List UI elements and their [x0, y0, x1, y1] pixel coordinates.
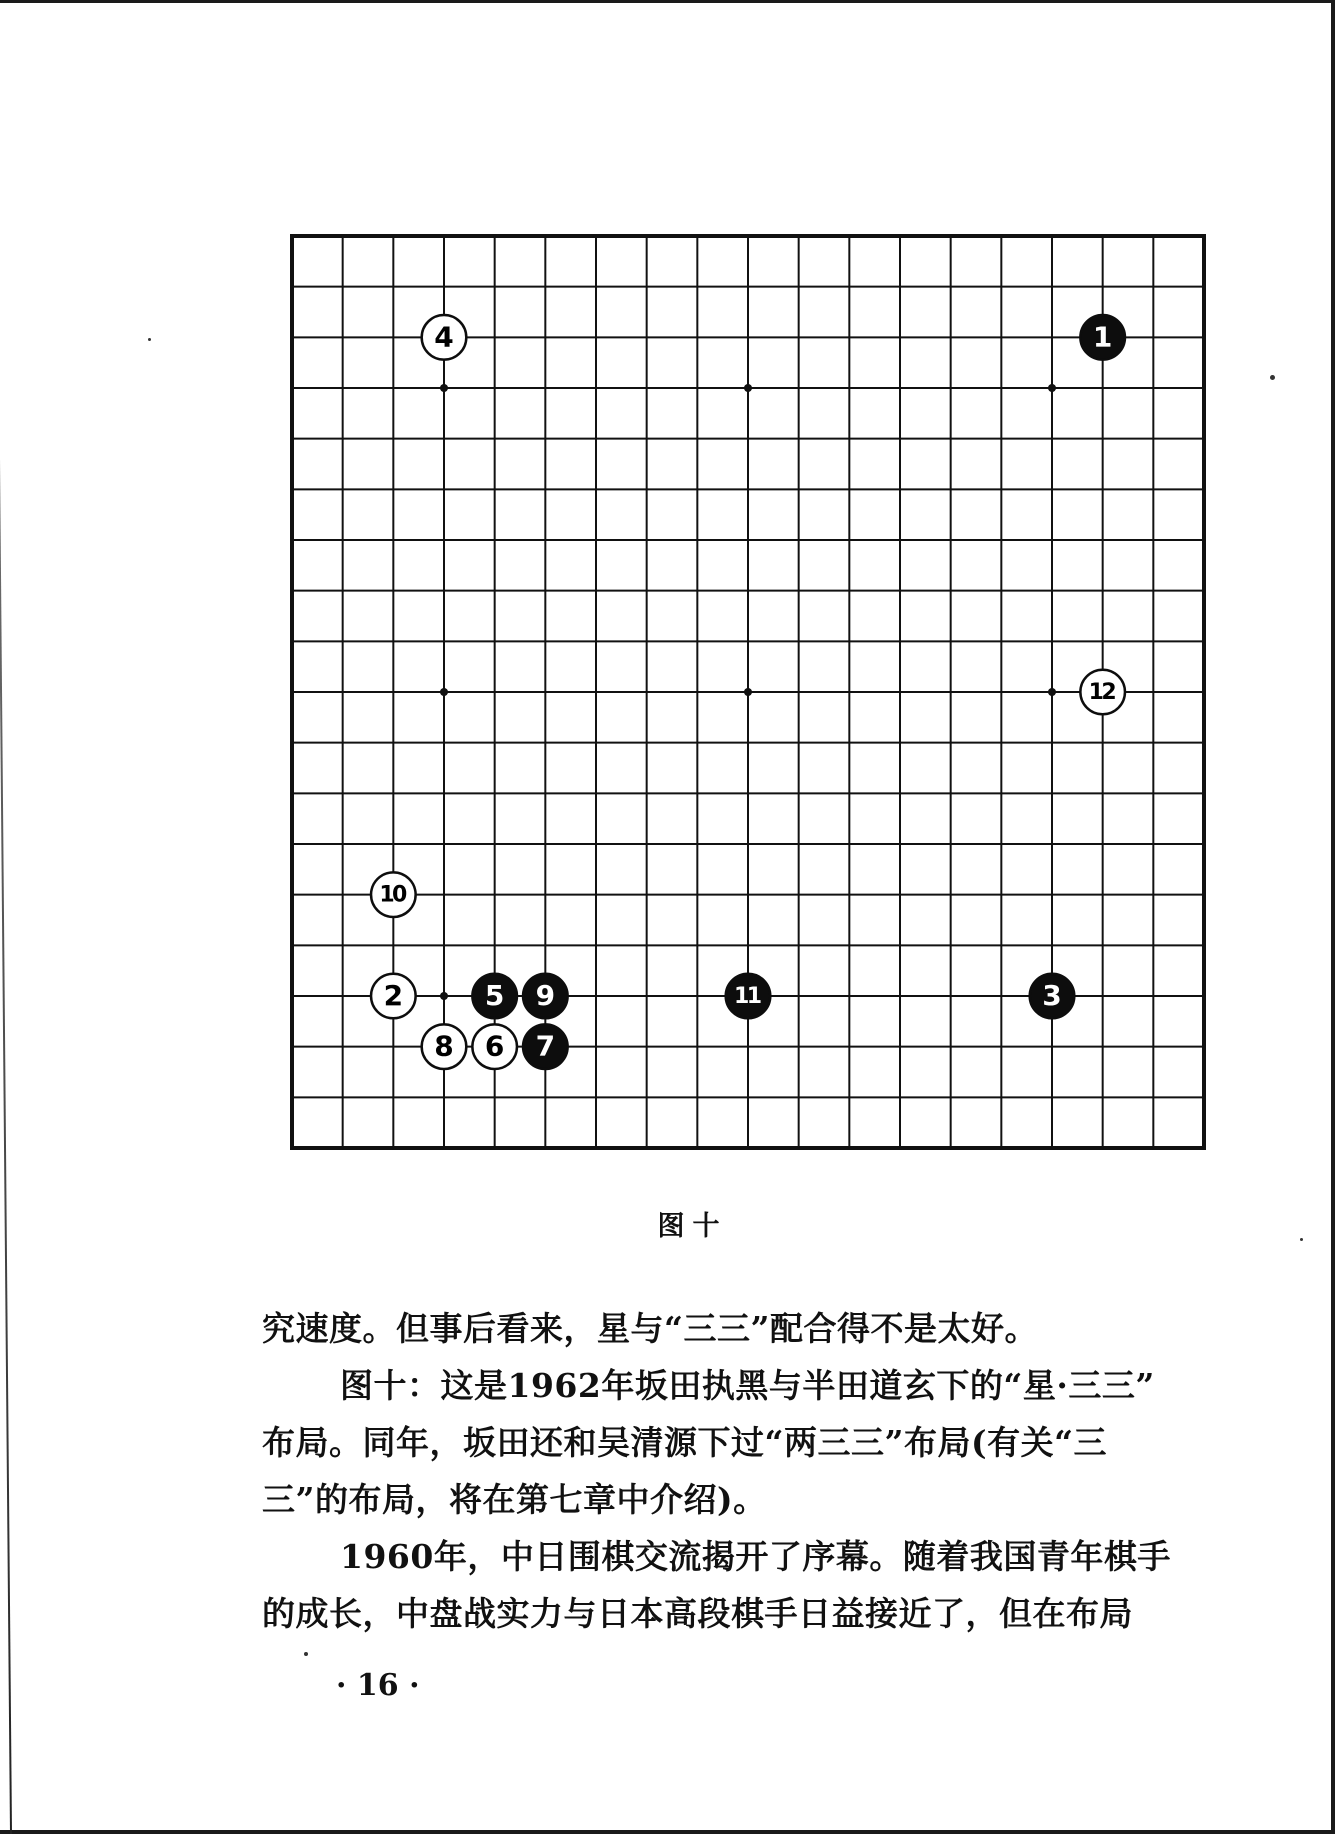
scan-speck — [1270, 375, 1275, 380]
stone-number: 7 — [535, 1029, 556, 1063]
stone-number: 2 — [383, 979, 404, 1012]
stone-white-8 — [422, 1024, 467, 1069]
go-board-figure — [280, 224, 1240, 1184]
stone-number: 1 — [1092, 320, 1113, 354]
page-number: · 16 · — [336, 1668, 420, 1703]
go-board — [280, 224, 1240, 1184]
stone-black-3 — [1030, 974, 1075, 1019]
hoshi-point — [1048, 688, 1056, 696]
hoshi-point — [440, 992, 448, 1000]
stone-number: 8 — [434, 1029, 454, 1063]
stone-number: 4 — [434, 320, 454, 354]
stone-black-1 — [1080, 315, 1125, 360]
hoshi-point — [440, 384, 448, 392]
stone-number: 9 — [535, 979, 556, 1012]
stone-number: 10 — [379, 882, 408, 908]
text-line-2: 图十：这是1962年坂田执黑与半田道玄下的“星·三三” — [340, 1366, 1155, 1405]
hoshi-point — [1048, 384, 1056, 392]
stone-number: 6 — [484, 1029, 505, 1063]
stone-white-6 — [472, 1024, 517, 1069]
stone-black-9 — [523, 974, 568, 1019]
stone-number: 11 — [734, 984, 762, 1009]
text-line-3: 布局。同年，坂田还和吴清源下过“两三三”布局(有关“三 — [262, 1423, 1108, 1462]
stone-number: 5 — [484, 979, 505, 1012]
body-text — [262, 1300, 1252, 1642]
text-line-5: 1960年，中日围棋交流揭开了序幕。随着我国青年棋手 — [340, 1537, 1171, 1576]
hoshi-point — [744, 688, 752, 696]
stone-white-10 — [371, 872, 416, 917]
hoshi-point — [440, 688, 448, 696]
text-line-4: 三”的布局，将在第七章中介绍)。 — [262, 1480, 767, 1519]
stone-white-4 — [422, 315, 467, 360]
stone-white-12 — [1080, 670, 1125, 715]
scan-speck — [148, 338, 151, 341]
stone-number: 3 — [1042, 979, 1062, 1012]
stone-black-7 — [523, 1024, 568, 1069]
hoshi-point — [744, 384, 752, 392]
scan-speck — [304, 1652, 308, 1656]
text-line-6: 的成长，中盘战实力与日本高段棋手日益接近了，但在布局 — [262, 1594, 1133, 1633]
stone-white-2 — [371, 974, 416, 1019]
stone-black-11 — [726, 974, 771, 1019]
figure-caption: 图十 — [657, 1211, 728, 1242]
text-line-1: 究速度。但事后看来，星与“三三”配合得不是太好。 — [262, 1309, 1038, 1348]
stone-black-5 — [472, 974, 517, 1019]
scan-speck — [1300, 1238, 1303, 1241]
stone-number: 12 — [1088, 680, 1117, 705]
